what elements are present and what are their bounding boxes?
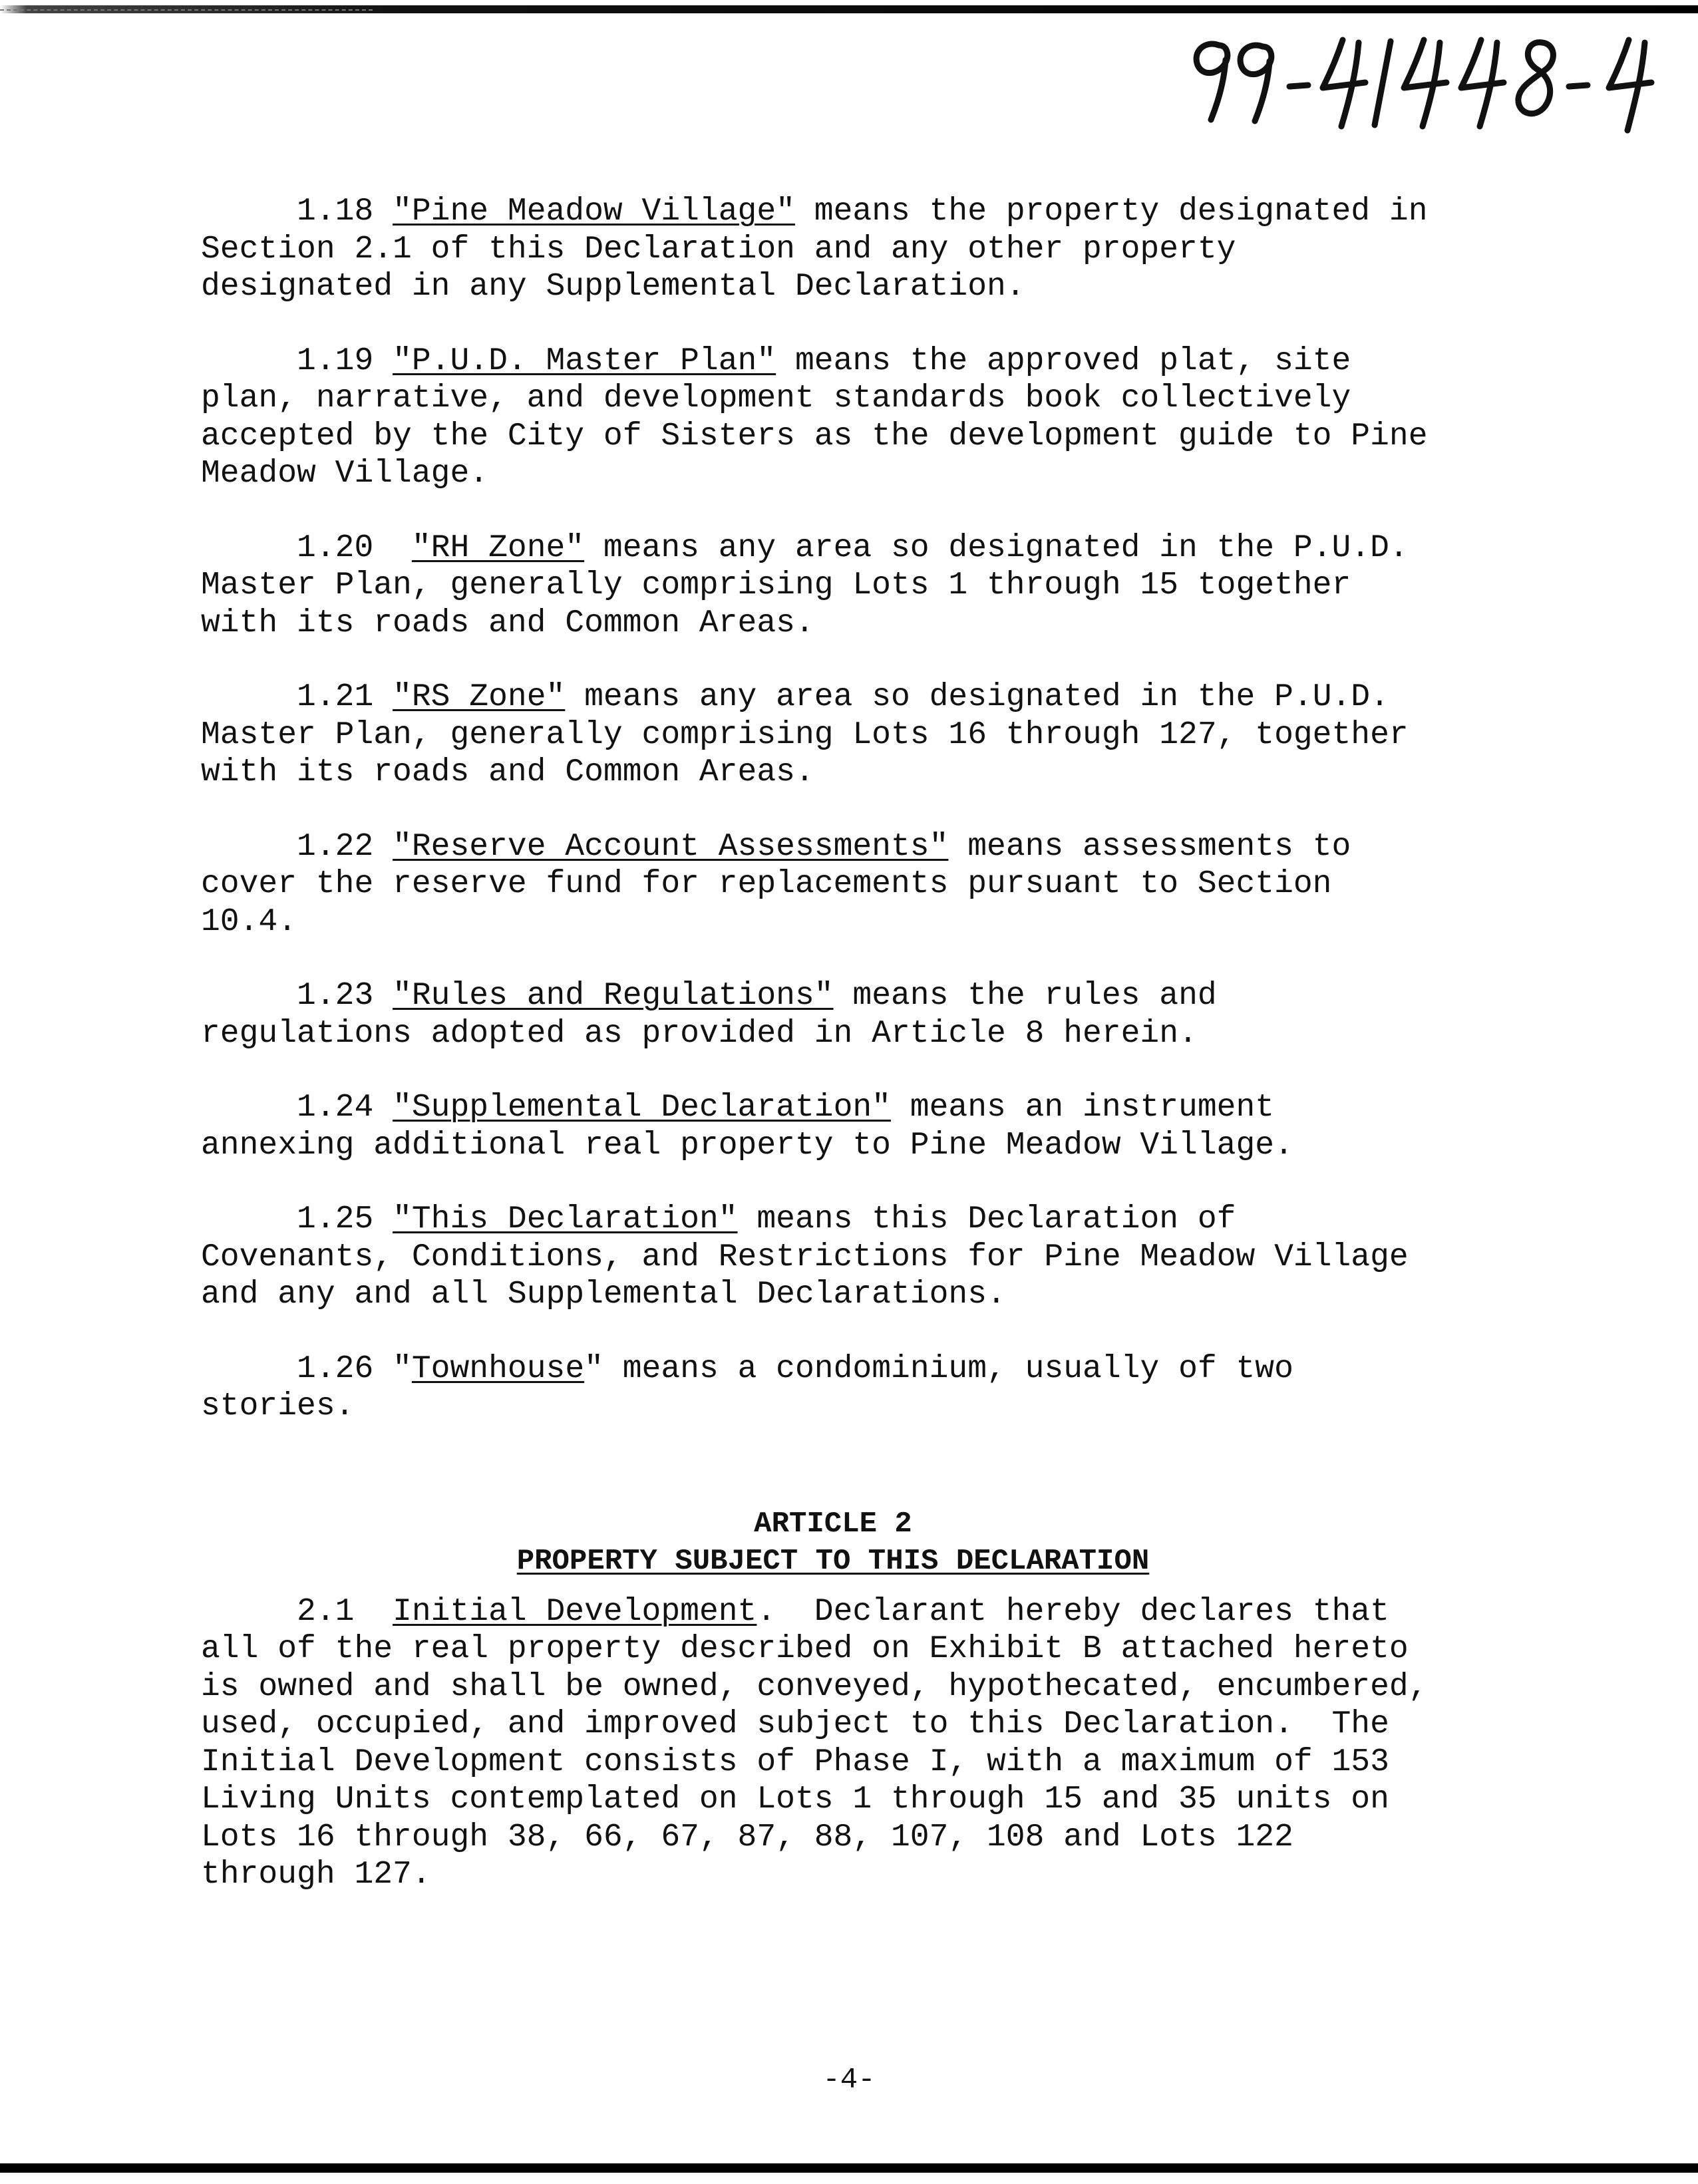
document-body: [201, 193, 1532, 1931]
definition-1-23: [201, 977, 1532, 1052]
section-2-1: [201, 1593, 1532, 1894]
top-border-scan-artifact: [0, 9, 373, 12]
article-subtitle: PROPERTY SUBJECT TO THIS DECLARATION: [516, 1544, 1150, 1578]
definition-text: means this Declaration of Covenants, Conditions, and Restrictions for Pine Meadow Village and any and all Supplemental Declarations.: [201, 1201, 1409, 1313]
defined-term: "Supplemental Declaration": [393, 1090, 891, 1126]
definition-number: 1.23: [297, 978, 374, 1014]
definition-number: 1.21: [297, 679, 374, 715]
section-text: . Declarant hereby declares that all of the real property described on Exhibit B attached hereto is owned and shall be owned, conveyed, hypothecated, encumbered, used, occupied, and improved subject to this Declaration. The Initial Development consists of Phase I, with a maximum of 153 Living Units contemplated on Lots 1 through 15 and 35 units on Lots 16 through 38, 66, 67, 87, 88, 107, 108 and Lots 122 through 127.: [201, 1593, 1428, 1893]
defined-term: "This Declaration": [393, 1201, 738, 1237]
defined-term: "Rules and Regulations": [393, 978, 834, 1014]
handwritten-document-number: [1178, 13, 1683, 140]
definition-1-22: [201, 828, 1532, 941]
definition-1-25: [201, 1201, 1532, 1314]
definition-text: means the approved plat, site plan, narrative, and development standards book collectively accepted by the City of Sisters as the development guide to Pine Meadow Village.: [201, 343, 1428, 492]
defined-term: "RH Zone": [411, 530, 585, 566]
bottom-border-rule: [0, 2163, 1698, 2173]
quote-open: ": [393, 1350, 412, 1387]
definition-text: means any area so designated in the P.U.D. Master Plan, generally comprising Lots 1 through 15 together with its roads and Common Areas.: [201, 530, 1409, 641]
definition-1-20: [201, 530, 1532, 643]
definition-number: 1.25: [297, 1201, 374, 1237]
page-number: -4-: [822, 2064, 876, 2097]
definition-number: 1.24: [297, 1090, 374, 1126]
defined-term: "P.U.D. Master Plan": [393, 343, 776, 379]
definition-1-21: [201, 679, 1532, 792]
defined-term: "Reserve Account Assessments": [393, 828, 949, 865]
section-heading: Initial Development: [393, 1593, 757, 1630]
definition-1-24: [201, 1089, 1532, 1164]
definition-number: 1.19: [297, 343, 374, 379]
defined-term: "RS Zone": [393, 679, 566, 715]
definition-text: means the rules and regulations adopted as provided in Article 8 herein.: [201, 978, 1217, 1052]
section-number: 2.1: [297, 1593, 355, 1630]
definition-text: means the property designated in Section 2.1 of this Declaration and any other property designated in any Supplemental Declaration.: [201, 194, 1428, 305]
definition-number: 1.18: [297, 194, 374, 230]
definition-number: 1.26: [297, 1350, 374, 1387]
definition-1-26: [201, 1350, 1532, 1426]
definition-text: means a condominium, usually of two stories.: [201, 1350, 1293, 1424]
definition-1-18: [201, 193, 1532, 306]
definition-1-19: [201, 343, 1532, 493]
definition-number: 1.20: [297, 530, 374, 566]
definition-number: 1.22: [297, 828, 374, 865]
article-title: ARTICLE 2: [754, 1507, 912, 1541]
defined-term: "Pine Meadow Village": [393, 194, 795, 230]
definition-text: means an instrument annexing additional real property to Pine Meadow Village.: [201, 1090, 1293, 1164]
quote-close: ": [584, 1350, 603, 1387]
definition-text: means assessments to cover the reserve fund for replacements pursuant to Section 10.4.: [201, 828, 1351, 940]
article-heading: [201, 1505, 1465, 1580]
defined-term: Townhouse: [411, 1350, 585, 1387]
definition-text: means any area so designated in the P.U.D. Master Plan, generally comprising Lots 16 through 127, together with its roads and Common Areas.: [201, 679, 1409, 790]
